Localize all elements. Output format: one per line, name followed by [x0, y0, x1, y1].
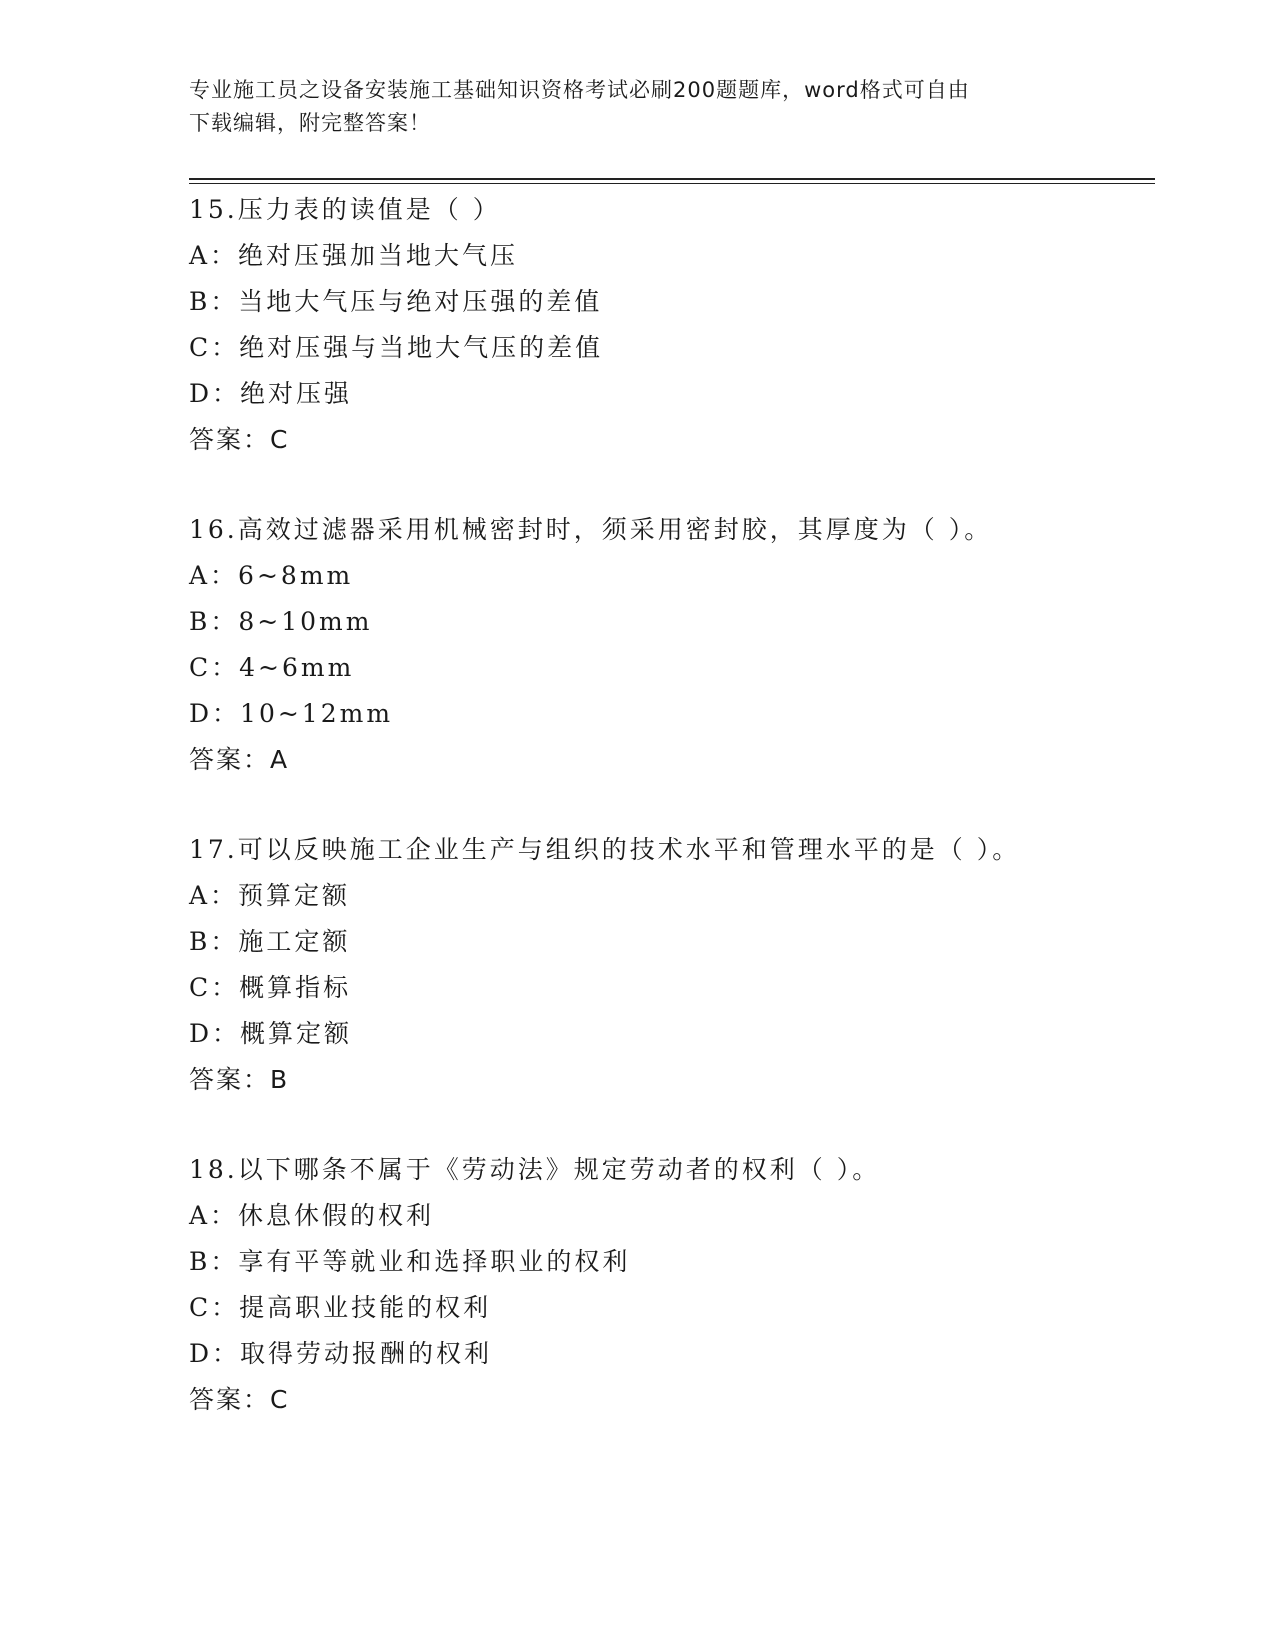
- option-c: C：绝对压强与当地大气压的差值: [189, 333, 604, 362]
- option-b: B：享有平等就业和选择职业的权利: [189, 1247, 631, 1276]
- question-15: [189, 187, 1149, 463]
- header-divider-thick: [189, 178, 1155, 180]
- option-c: C：概算指标: [189, 973, 352, 1002]
- question-stem: 18.以下哪条不属于《劳动法》规定劳动者的权利（ ）。: [189, 1155, 881, 1184]
- option-c: C：4~6mm: [189, 653, 355, 682]
- header-line-1: 专业施工员之设备安装施工基础知识资格考试必刷200题题库，word格式可自由: [189, 78, 970, 102]
- option-d: D：概算定额: [189, 1019, 353, 1048]
- answer-line: 答案：C: [189, 1385, 290, 1414]
- header-line-2: 下载编辑，附完整答案！: [189, 111, 431, 135]
- option-b: B：8~10mm: [189, 607, 373, 636]
- option-a: A：休息休假的权利: [189, 1201, 435, 1230]
- option-d: D：10~12mm: [189, 699, 394, 728]
- question-stem: 16.高效过滤器采用机械密封时，须采用密封胶，其厚度为（ ）。: [189, 515, 993, 544]
- answer-line: 答案：B: [189, 1065, 290, 1094]
- option-b: B：当地大气压与绝对压强的差值: [189, 287, 603, 316]
- option-a: A：预算定额: [189, 881, 351, 910]
- question-stem: 15.压力表的读值是（ ）: [189, 195, 501, 224]
- option-c: C：提高职业技能的权利: [189, 1293, 492, 1322]
- option-d: D：绝对压强: [189, 379, 353, 408]
- option-a: A：绝对压强加当地大气压: [189, 241, 519, 270]
- question-stem: 17.可以反映施工企业生产与组织的技术水平和管理水平的是（ ）。: [189, 835, 1021, 864]
- header-divider-thin: [189, 183, 1155, 184]
- option-b: B：施工定额: [189, 927, 351, 956]
- answer-line: 答案：C: [189, 425, 290, 454]
- question-17: [189, 827, 1149, 1103]
- document-header: [189, 74, 1089, 140]
- answer-line: 答案：A: [189, 745, 290, 774]
- question-16: [189, 507, 1149, 783]
- option-d: D：取得劳动报酬的权利: [189, 1339, 493, 1368]
- question-18: [189, 1147, 1149, 1423]
- option-a: A：6~8mm: [189, 561, 354, 590]
